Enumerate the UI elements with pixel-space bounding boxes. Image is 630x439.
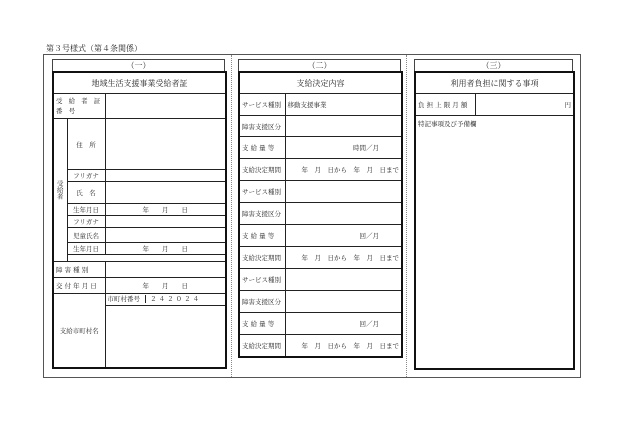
period-label-3: 支給決定期間: [239, 335, 285, 357]
panel-two-header: （二）: [238, 59, 401, 71]
birthdate-label: 生年月日: [67, 204, 105, 216]
panel-two-table: [238, 71, 403, 358]
paying-municipality-label: 支給市町村名: [53, 294, 105, 368]
monthly-cap-value: 円: [475, 94, 574, 116]
panel-one-title: 地域生活支援事業受給者証: [53, 72, 226, 94]
municipality-cell: [105, 294, 226, 368]
support-class-label-1: 障害支援区分: [239, 116, 285, 137]
notes-cell: 特記事項及び予備欄: [415, 116, 574, 369]
child-name-label: 児童氏名: [67, 228, 105, 243]
municipality-number-row: [106, 294, 226, 306]
period-value-2: 年 月 日から 年 月 日まで: [285, 247, 402, 269]
birthdate-value: 年 月 日: [105, 204, 226, 216]
municipality-number-value: ２４２０２４: [145, 295, 201, 303]
amount-label-1: 支 給 量 等: [239, 137, 285, 159]
child-furigana-value: [105, 216, 226, 228]
period-label-2: 支給決定期間: [239, 247, 285, 269]
address-value: [105, 119, 226, 170]
period-value-3: 年 月 日から 年 月 日まで: [285, 335, 402, 357]
support-class-value-1: [285, 116, 402, 137]
panel-separator: [406, 55, 407, 377]
recipient-number-value: [105, 94, 226, 119]
panel-two-title: 支給決定内容: [239, 72, 402, 94]
child-name-value: [105, 228, 226, 243]
amount-value-2: 回／月: [285, 225, 402, 247]
name-value: [105, 182, 226, 204]
support-class-value-2: [285, 203, 402, 225]
amount-label-2: 支 給 量 等: [239, 225, 285, 247]
form-label: 第３号様式（第４条関係）: [46, 44, 142, 53]
period-label-1: 支給決定期間: [239, 159, 285, 181]
recipient-number-label: 受 給 者 証 番 号: [53, 94, 105, 119]
disability-type-value: [105, 262, 226, 278]
panel-one-header: （一）: [52, 59, 225, 71]
issue-date-label: 交 付 年 月 日: [53, 278, 105, 294]
furigana-label: フリガナ: [67, 170, 105, 182]
service-type-label-1: サービス種別: [239, 94, 285, 116]
name-label: 氏 名: [67, 182, 105, 204]
child-birthdate-label: 生年月日: [67, 243, 105, 255]
service-type-value-2: [285, 181, 402, 203]
panel-separator: [231, 55, 232, 377]
amount-value-1: 時間／月: [285, 137, 402, 159]
service-type-value-1: 移動支援事業: [285, 94, 402, 116]
panel-three-table: [414, 71, 575, 370]
support-class-label-2: 障害支援区分: [239, 203, 285, 225]
service-type-value-3: [285, 269, 402, 291]
recipient-group-label: 受給者: [53, 119, 67, 262]
address-label: 住 所: [67, 119, 105, 170]
panel-three-title: 利用者負担に関する事項: [415, 72, 574, 94]
service-type-label-3: サービス種別: [239, 269, 285, 291]
service-type-label-2: サービス種別: [239, 181, 285, 203]
amount-label-3: 支 給 量 等: [239, 313, 285, 335]
child-birthdate-value: 年 月 日: [105, 243, 226, 255]
panel-three-header: （三）: [414, 59, 573, 71]
municipality-number-label: 市町村番号: [107, 295, 140, 303]
child-furigana-label: フリガナ: [67, 216, 105, 228]
disability-type-label: 障 害 種 別: [53, 262, 105, 278]
period-value-1: 年 月 日から 年 月 日まで: [285, 159, 402, 181]
issue-date-value: 年 月 日: [105, 278, 226, 294]
monthly-cap-label: 負 担 上 限 月 額: [415, 94, 475, 116]
support-class-label-3: 障害支援区分: [239, 291, 285, 313]
panel-one-table: [52, 71, 227, 369]
amount-value-3: 回／月: [285, 313, 402, 335]
support-class-value-3: [285, 291, 402, 313]
furigana-value: [105, 170, 226, 182]
